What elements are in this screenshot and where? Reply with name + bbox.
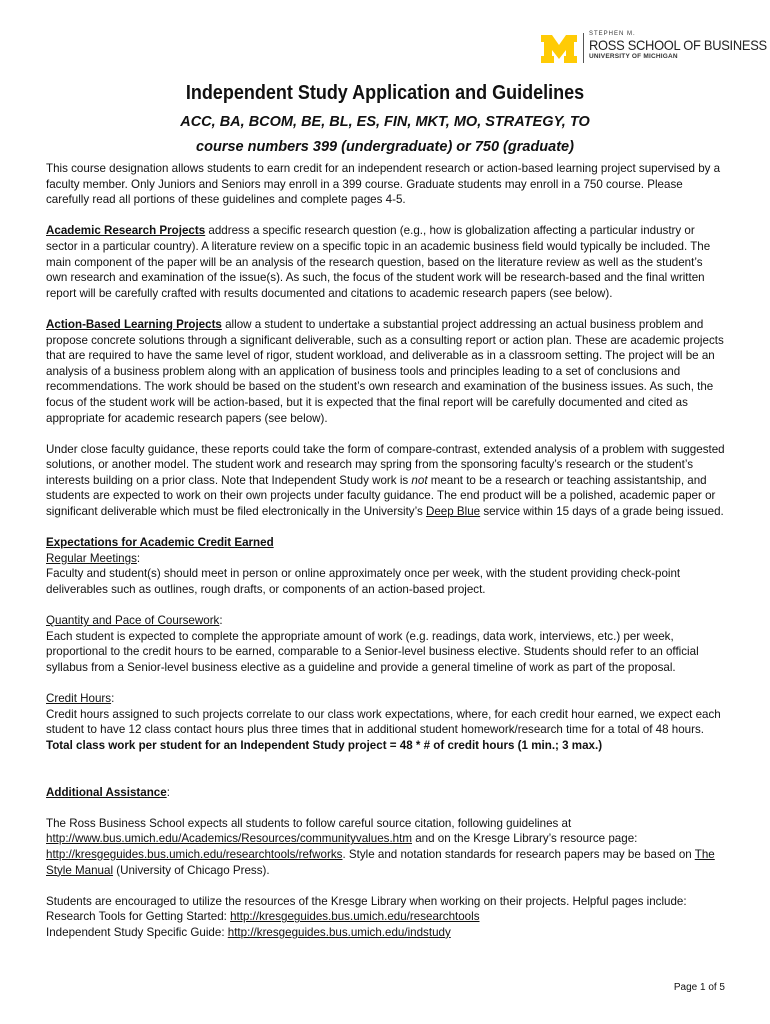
resources-paragraph [46,894,726,941]
academic-paragraph [46,223,726,301]
assistance-text-d: (University of Chicago Press). [113,863,270,877]
credit-text: Credit hours assigned to such projects correlate to our class work expectations, where, for each credit hour earned, we expect each student to have 12 class contact hours plus three times that in additional student homework/research time for a total of 48 hours. [46,707,721,737]
logo-small-text: STEPHEN M. [589,31,636,37]
guidance-paragraph [46,442,726,520]
expectations-heading: Expectations for Academic Credit Earned [46,536,274,550]
guidance-not: not [411,473,428,487]
academic-text: address a specific research question (e.g., how is globalization affecting a particular industry or sector in a particular country). A literature review on a specific topic in an academic business field would typically be included. The main component of the paper will be an analysis of the research question, based on the literature review as well as the student’s own research and examination of the issue(s). As such, the focus of the student work will be research-based and the final written report will be carefully crafted with results documented and citations to academic research papers (see below). [46,224,711,300]
logo-divider [583,33,584,63]
expectations-credit: Credit Hours: Credit hours assigned to such projects correlate to our class work expectations, where, for each credit hour earned, we expect each student to have 12 class contact hours plus three times that in additional student homework/research time for a total of 48 hours. Total class work per student for an Independent Study project = 48 * # of credit hours (1 min.; 3 max.) [46,692,721,752]
deep-blue-link[interactable]: Deep Blue [425,505,481,519]
academic-heading: Academic Research Projects [46,224,206,238]
credit-label: Credit Hours [46,692,112,706]
indstudy-guide-link[interactable]: http://kresgeguides.bus.umich.edu/indstudy [227,925,451,939]
guidance-text-2: meant to be a research or teaching assistantship, and students are expected to work on their own projects under faculty guidance. The end product will be a polished, academic paper or significant deliverable which must be filed electronically in the University’s [46,473,716,519]
assistance-text-c: . Style and notation standards for research papers may be based on [342,847,695,861]
logo-school-name: ROSS SCHOOL OF BUSINESS [589,37,767,53]
expectations-meetings: Expectations for Academic Credit Earned Regular Meetings: Faculty and student(s) should meet in person or online approximately once per week, with the student providing check-point deliverables such as outlines, rough drafts, or components of an action-based project. [46,535,726,597]
assistance-heading-line: Additional Assistance: [46,785,170,799]
meetings-text: Faculty and student(s) should meet in person or online approximately once per week, with the student providing check-point deliverables such as outlines, rough drafts, or components of an action-based project. [46,567,681,597]
indstudy-guide-label: Independent Study Specific Guide: [46,925,228,939]
intro-paragraph: This course designation allows students to earn credit for an independent research or action-based learning project supervised by a faculty member. Only Juniors and Seniors may enroll in a 399 course. Graduate students may enroll in a 750 course. Please carefully read all portions of these guidelines and complete pages 4-5. [46,162,721,207]
meetings-label: Regular Meetings [46,551,137,565]
credit-formula: Total class work per student for an Independent Study project = 48 * # of credit hours (1 min.; 3 max.) [46,738,603,752]
action-heading: Action-Based Learning Projects [46,317,222,331]
page-title: Independent Study Application and Guidelines [185,82,585,104]
course-codes: ACC, BA, BCOM, BE, BL, ES, FIN, MKT, MO, STRATEGY, TO [180,114,590,130]
guidance-text-1: Under close faculty guidance, these reports could take the form of compare-contrast, extended analysis of a problem with suggested solutions, or another model. The student work and research may spring from the sponsoring faculty’s research or the student’s interests building on a prior class. Note that Independent Study work is [46,442,725,487]
course-numbers: course numbers 399 (undergraduate) or 750 (graduate) [196,139,574,155]
refworks-link[interactable]: http://kresgeguides.bus.umich.edu/researchtools/refworks [46,847,343,861]
research-tools-label: Research Tools for Getting Started: [46,910,231,924]
action-paragraph [46,317,726,426]
logo-university: UNIVERSITY OF MICHIGAN [589,53,678,60]
page-number: Page 1 of 5 [673,982,725,993]
research-tools-link[interactable]: http://kresgeguides.bus.umich.edu/researchtools [230,910,480,924]
ross-logo [539,30,767,66]
guidance-text-3: service within 15 days of a grade being issued. [480,505,724,519]
assistance-heading: Additional Assistance [46,785,167,799]
community-values-link[interactable]: http://www.bus.umich.edu/Academics/Resources/communityvalues.htm [46,832,412,846]
resources-intro: Students are encouraged to utilize the resources of the Kresge Library when working on their projects. Helpful pages include: [46,894,687,908]
block-m-logo-icon [539,35,579,63]
document-body [46,161,726,956]
quantity-label: Quantity and Pace of Coursework [46,614,220,628]
assistance-paragraph [46,816,726,878]
assistance-text-a: The Ross Business School expects all students to follow careful source citation, following guidelines at [46,816,572,830]
logo-wordmark [589,30,767,61]
style-manual-link[interactable]: The Style Manual [46,847,715,877]
action-text: allow a student to undertake a substantial project addressing an actual business problem and propose concrete solutions through a significant deliverable, such as a consulting report or action plan. These are academic projects that are required to have the same level of rigor, student workload, and deliverable as in a classroom setting. The project will be an analysis of a business problem along with an application of business tools and principles leading to a set of conclusions and recommendations. The work should be based on the student’s own research and examination of the business issues. As such, the focus of the student work will be action-based, but it is expected that the final report will be carefully documented and cited as appropriate for academic research papers (see below). [46,317,724,425]
quantity-text: Each student is expected to complete the appropriate amount of work (e.g. readings, data work, interviews, etc.) per week, proportional to the credit hours to be earned, comparable to a Senior-level business elective. Students should refer to an official syllabus from a Senior-level business elective as a guideline and provide a general timeline of work as part of the proposal. [46,629,699,674]
assistance-text-b: and on the Kresge Library’s resource page: [412,832,638,846]
expectations-quantity: Quantity and Pace of Coursework: Each student is expected to complete the appropriate amount of work (e.g. readings, data work, interviews, etc.) per week, proportional to the credit hours to be earned, comparable to a Senior-level business elective. Students should refer to an official syllabus from a Senior-level business elective as a guideline and provide a general timeline of work as part of the proposal. [46,614,699,674]
